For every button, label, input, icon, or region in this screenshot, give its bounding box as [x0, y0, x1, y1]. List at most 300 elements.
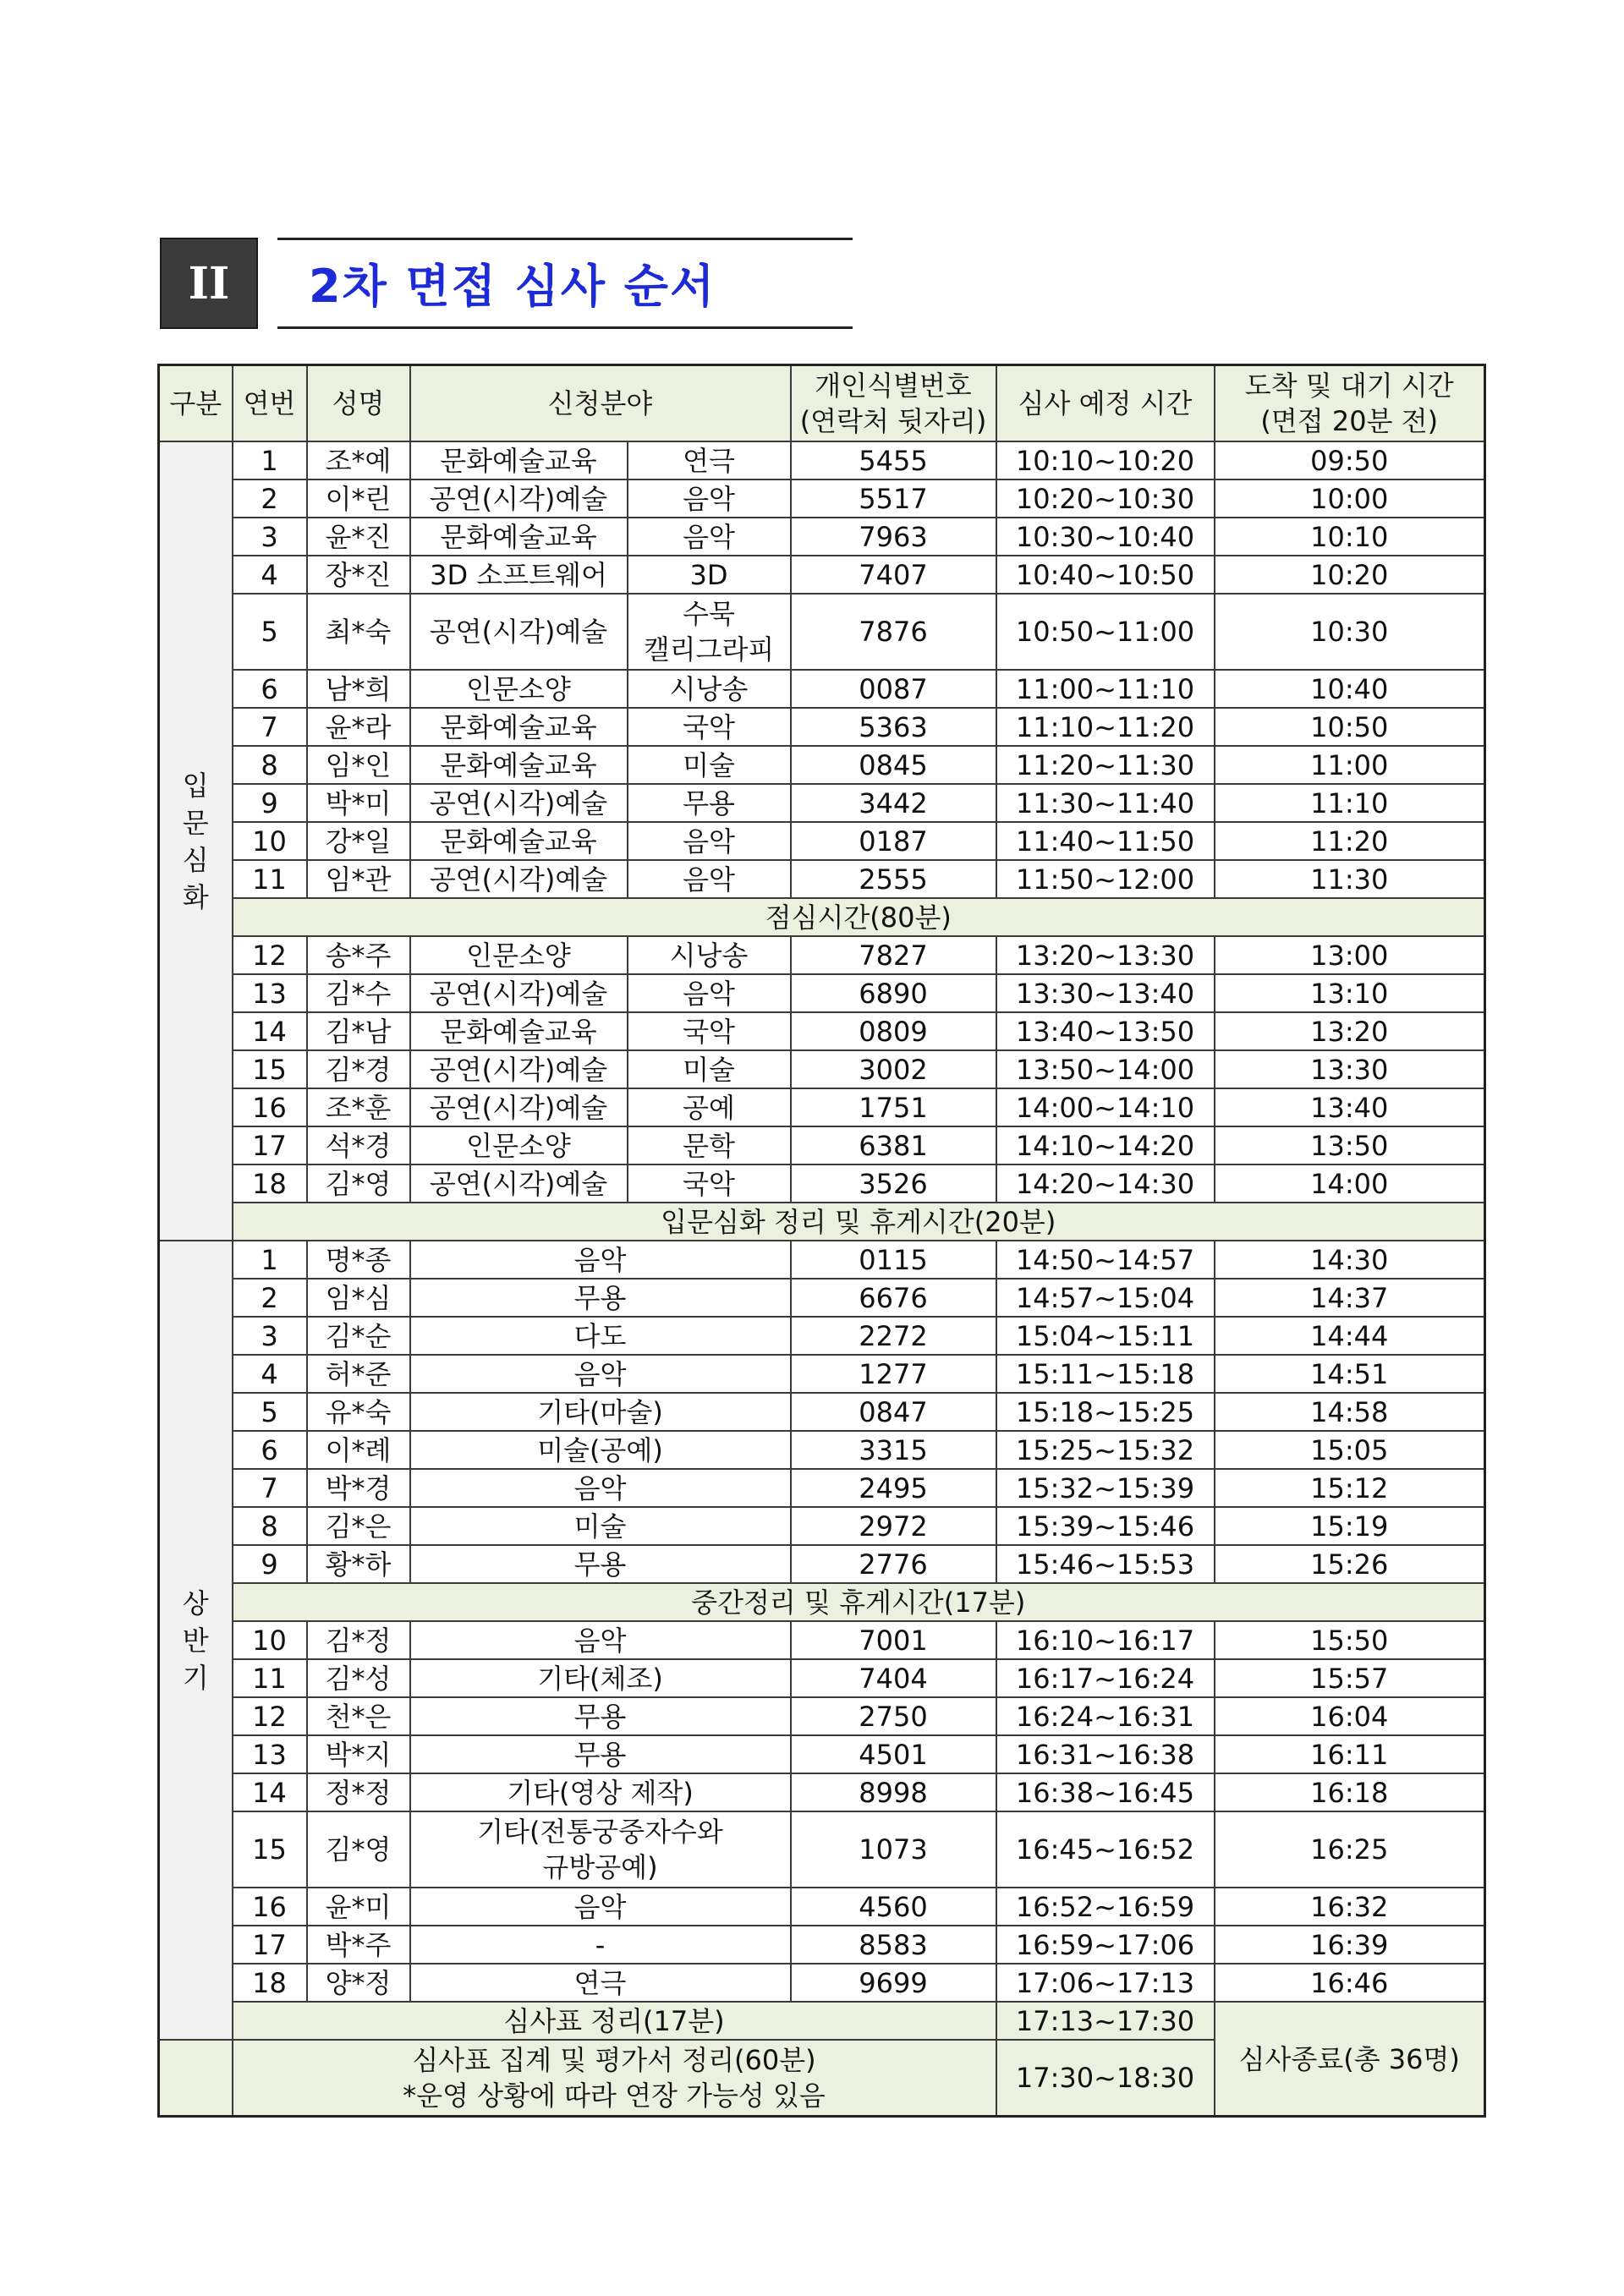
row-id: 3315	[791, 1431, 996, 1469]
table-row	[159, 1126, 1485, 1164]
row-field: 문화예술교육	[410, 822, 628, 860]
row-subfield: 미술	[628, 1050, 791, 1088]
row-field: 인문소양	[410, 1126, 628, 1164]
section-number-badge	[160, 238, 258, 329]
table-row	[159, 708, 1485, 746]
row-subfield: 음악	[628, 822, 791, 860]
row-id: 1751	[791, 1088, 996, 1126]
line: 화	[182, 880, 209, 913]
col-header-id-line2: (연락처 뒷자리)	[799, 405, 987, 437]
break-label: 중간정리 및 휴게시간(17분)	[233, 1583, 1485, 1621]
table-row	[159, 670, 1485, 708]
row-name: 임*심	[307, 1279, 410, 1317]
row-name: 윤*라	[307, 708, 410, 746]
row-id: 5455	[791, 441, 996, 479]
row-no: 8	[233, 746, 307, 784]
row-no: 13	[233, 974, 307, 1012]
row-no: 13	[233, 1735, 307, 1773]
row-name: 유*숙	[307, 1393, 410, 1431]
row-name: 김*수	[307, 974, 410, 1012]
title-top-rule	[277, 238, 853, 240]
tally-note: *운영 상황에 따라 연장 가능성 있음	[403, 2080, 826, 2112]
table-row	[159, 1735, 1485, 1773]
row-no: 2	[233, 479, 307, 518]
row-field: 무용	[410, 1697, 791, 1735]
row-id: 2972	[791, 1507, 996, 1545]
table-row	[159, 1811, 1485, 1888]
table-row	[159, 784, 1485, 822]
row-subfield: 음악	[628, 974, 791, 1012]
row-no: 15	[233, 1050, 307, 1088]
row-arrive: 13:40	[1215, 1088, 1485, 1126]
row-id: 2495	[791, 1469, 996, 1507]
table-row	[159, 1012, 1485, 1050]
col-header-field: 신청분야	[410, 365, 791, 442]
table-row	[159, 556, 1485, 594]
row-arrive: 13:50	[1215, 1126, 1485, 1164]
interview-schedule-table	[157, 364, 1486, 2118]
row-no: 17	[233, 1926, 307, 1964]
row-id: 2776	[791, 1545, 996, 1583]
row-time: 16:10~16:17	[996, 1621, 1215, 1659]
row-name: 조*훈	[307, 1088, 410, 1126]
section-title: 2차 면접 심사 순서	[309, 260, 716, 313]
row-no: 6	[233, 1431, 307, 1469]
table-row	[159, 936, 1485, 974]
row-arrive: 11:10	[1215, 784, 1485, 822]
row-time: 11:30~11:40	[996, 784, 1215, 822]
row-time: 15:32~15:39	[996, 1469, 1215, 1507]
row-subfield: 음악	[628, 518, 791, 556]
row-arrive: 11:00	[1215, 746, 1485, 784]
row-id: 2555	[791, 860, 996, 898]
row-arrive: 14:37	[1215, 1279, 1485, 1317]
col-header-no: 연번	[233, 365, 307, 442]
break-label: 입문심화 정리 및 휴게시간(20분)	[233, 1203, 1485, 1241]
row-field: 기타(영상 제작)	[410, 1773, 791, 1811]
row-arrive: 11:30	[1215, 860, 1485, 898]
row-id: 0847	[791, 1393, 996, 1431]
break-row-lunch	[159, 898, 1485, 936]
row-subfield: 연극	[628, 441, 791, 479]
col-header-arrive	[1215, 365, 1485, 442]
sheet-organize-label: 심사표 정리(17분)	[233, 2002, 996, 2040]
row-no: 14	[233, 1012, 307, 1050]
row-arrive: 15:57	[1215, 1659, 1485, 1697]
row-arrive: 14:51	[1215, 1355, 1485, 1393]
row-time: 10:20~10:30	[996, 479, 1215, 518]
row-no: 15	[233, 1811, 307, 1888]
table-row	[159, 1926, 1485, 1964]
row-arrive: 09:50	[1215, 441, 1485, 479]
row-id: 7407	[791, 556, 996, 594]
row-id: 0809	[791, 1012, 996, 1050]
row-arrive: 15:26	[1215, 1545, 1485, 1583]
sheet-organize-row	[159, 2002, 1485, 2040]
row-arrive: 14:58	[1215, 1393, 1485, 1431]
row-id: 8583	[791, 1926, 996, 1964]
row-id: 1277	[791, 1355, 996, 1393]
row-subfield: 시낭송	[628, 670, 791, 708]
row-name: 명*종	[307, 1241, 410, 1279]
row-subfield: 음악	[628, 479, 791, 518]
row-no: 4	[233, 556, 307, 594]
row-arrive: 16:46	[1215, 1964, 1485, 2002]
row-name: 윤*진	[307, 518, 410, 556]
row-time: 11:00~11:10	[996, 670, 1215, 708]
row-field: 문화예술교육	[410, 441, 628, 479]
row-subfield: 미술	[628, 746, 791, 784]
row-time: 14:57~15:04	[996, 1279, 1215, 1317]
line: 입	[182, 769, 209, 802]
row-no: 3	[233, 1317, 307, 1355]
row-field: 연극	[410, 1964, 791, 2002]
row-field: 음악	[410, 1621, 791, 1659]
break-label: 점심시간(80분)	[233, 898, 1485, 936]
row-field: 미술	[410, 1507, 791, 1545]
row-name: 김*성	[307, 1659, 410, 1697]
tally-label-line1: 심사표 집계 및 평가서 정리(60분)	[412, 2044, 816, 2076]
row-name: 이*린	[307, 479, 410, 518]
row-subfield: 공예	[628, 1088, 791, 1126]
table-row	[159, 1507, 1485, 1545]
row-name: 김*정	[307, 1621, 410, 1659]
row-subfield: 국악	[628, 1164, 791, 1203]
tally-label	[233, 2040, 996, 2117]
row-arrive: 14:44	[1215, 1317, 1485, 1355]
row-id: 7001	[791, 1621, 996, 1659]
row-no: 8	[233, 1507, 307, 1545]
row-id: 7876	[791, 594, 996, 670]
table-row	[159, 1355, 1485, 1393]
row-time: 15:04~15:11	[996, 1317, 1215, 1355]
row-time: 16:24~16:31	[996, 1697, 1215, 1735]
row-field: 기타(체조)	[410, 1659, 791, 1697]
table-row	[159, 1697, 1485, 1735]
col-header-arrive-line1: 도착 및 대기 시간	[1244, 370, 1454, 402]
row-arrive: 13:20	[1215, 1012, 1485, 1050]
row-id: 6676	[791, 1279, 996, 1317]
row-id: 1073	[791, 1811, 996, 1888]
row-subfield: 국악	[628, 708, 791, 746]
row-no: 4	[233, 1355, 307, 1393]
row-no: 3	[233, 518, 307, 556]
row-time: 14:10~14:20	[996, 1126, 1215, 1164]
row-name: 임*인	[307, 746, 410, 784]
table-row	[159, 518, 1485, 556]
row-arrive: 15:12	[1215, 1469, 1485, 1507]
row-name: 양*정	[307, 1964, 410, 2002]
row-arrive: 10:00	[1215, 479, 1485, 518]
row-time: 13:30~13:40	[996, 974, 1215, 1012]
row-name: 윤*미	[307, 1888, 410, 1926]
row-field	[410, 1811, 791, 1888]
row-name: 이*례	[307, 1431, 410, 1469]
row-arrive: 15:19	[1215, 1507, 1485, 1545]
row-id: 2272	[791, 1317, 996, 1355]
row-field: 무용	[410, 1279, 791, 1317]
row-field: 공연(시각)예술	[410, 974, 628, 1012]
row-field: 공연(시각)예술	[410, 479, 628, 518]
row-time: 14:00~14:10	[996, 1088, 1215, 1126]
row-arrive: 15:05	[1215, 1431, 1485, 1469]
row-field: 미술(공예)	[410, 1431, 791, 1469]
row-no: 1	[233, 441, 307, 479]
row-id: 6381	[791, 1126, 996, 1164]
line: 캘리그라피	[643, 633, 775, 666]
row-id: 0087	[791, 670, 996, 708]
row-no: 14	[233, 1773, 307, 1811]
row-name: 김*남	[307, 1012, 410, 1050]
row-time: 11:50~12:00	[996, 860, 1215, 898]
break-row-mid	[159, 1583, 1485, 1621]
row-time: 15:46~15:53	[996, 1545, 1215, 1583]
row-name: 허*준	[307, 1355, 410, 1393]
row-time: 16:17~16:24	[996, 1659, 1215, 1697]
table-row	[159, 441, 1485, 479]
row-id: 4560	[791, 1888, 996, 1926]
section-number: II	[188, 257, 230, 310]
review-end-label: 심사종료(총 36명)	[1215, 2002, 1485, 2117]
row-arrive: 10:30	[1215, 594, 1485, 670]
row-no: 5	[233, 1393, 307, 1431]
row-field: 무용	[410, 1735, 791, 1773]
table-row	[159, 1164, 1485, 1203]
row-name: 조*예	[307, 441, 410, 479]
table-row	[159, 1241, 1485, 1279]
row-id: 3002	[791, 1050, 996, 1088]
row-time: 13:20~13:30	[996, 936, 1215, 974]
row-no: 18	[233, 1164, 307, 1203]
row-name: 박*주	[307, 1926, 410, 1964]
table-row	[159, 1773, 1485, 1811]
col-header-id-line1: 개인식별번호	[815, 370, 972, 402]
row-no: 11	[233, 860, 307, 898]
row-name: 최*숙	[307, 594, 410, 670]
row-id: 0845	[791, 746, 996, 784]
row-name: 송*주	[307, 936, 410, 974]
row-name: 박*경	[307, 1469, 410, 1507]
line: 상	[182, 1586, 209, 1619]
table-row	[159, 1088, 1485, 1126]
row-arrive: 13:00	[1215, 936, 1485, 974]
table-row	[159, 822, 1485, 860]
table-row	[159, 1621, 1485, 1659]
row-arrive: 16:39	[1215, 1926, 1485, 1964]
line: 기	[182, 1661, 209, 1694]
row-no: 9	[233, 784, 307, 822]
row-no: 2	[233, 1279, 307, 1317]
row-name: 김*영	[307, 1164, 410, 1203]
row-time: 14:50~14:57	[996, 1241, 1215, 1279]
row-id: 9699	[791, 1964, 996, 2002]
row-no: 17	[233, 1126, 307, 1164]
row-name: 김*은	[307, 1507, 410, 1545]
row-time: 15:11~15:18	[996, 1355, 1215, 1393]
row-arrive: 16:11	[1215, 1735, 1485, 1773]
row-subfield: 무용	[628, 784, 791, 822]
row-subfield: 시낭송	[628, 936, 791, 974]
row-name: 김*경	[307, 1050, 410, 1088]
row-time: 15:39~15:46	[996, 1507, 1215, 1545]
row-name: 김*순	[307, 1317, 410, 1355]
group-label-first-half	[159, 1241, 233, 2040]
row-field: 공연(시각)예술	[410, 860, 628, 898]
break-row-g1-end	[159, 1203, 1485, 1241]
row-id: 4501	[791, 1735, 996, 1773]
row-field: 공연(시각)예술	[410, 1088, 628, 1126]
row-time: 11:20~11:30	[996, 746, 1215, 784]
row-field: 문화예술교육	[410, 1012, 628, 1050]
row-name: 강*일	[307, 822, 410, 860]
row-subfield: 문학	[628, 1126, 791, 1164]
row-name: 남*희	[307, 670, 410, 708]
line: 규방공예)	[542, 1851, 658, 1883]
col-header-time: 심사 예정 시간	[996, 365, 1215, 442]
group-label-intro-advanced	[159, 441, 233, 1241]
row-subfield	[628, 594, 791, 670]
row-id: 5363	[791, 708, 996, 746]
row-field: 음악	[410, 1888, 791, 1926]
row-time: 14:20~14:30	[996, 1164, 1215, 1203]
row-arrive: 15:50	[1215, 1621, 1485, 1659]
row-id: 2750	[791, 1697, 996, 1735]
sheet-organize-time: 17:13~17:30	[996, 2002, 1215, 2040]
row-field: 다도	[410, 1317, 791, 1355]
table-row	[159, 1279, 1485, 1317]
row-no: 12	[233, 936, 307, 974]
row-arrive: 10:20	[1215, 556, 1485, 594]
row-arrive: 16:04	[1215, 1697, 1485, 1735]
row-arrive: 10:40	[1215, 670, 1485, 708]
row-field: -	[410, 1926, 791, 1964]
row-time: 16:38~16:45	[996, 1773, 1215, 1811]
row-no: 7	[233, 708, 307, 746]
row-time: 16:59~17:06	[996, 1926, 1215, 1964]
row-arrive: 10:50	[1215, 708, 1485, 746]
row-field: 기타(마술)	[410, 1393, 791, 1431]
line: 문	[182, 806, 209, 839]
row-field: 문화예술교육	[410, 746, 628, 784]
row-no: 6	[233, 670, 307, 708]
table-header-row	[159, 365, 1485, 442]
line: 반	[182, 1624, 209, 1657]
line: 수묵	[683, 598, 735, 630]
row-field: 문화예술교육	[410, 518, 628, 556]
row-arrive: 16:25	[1215, 1811, 1485, 1888]
row-field: 무용	[410, 1545, 791, 1583]
row-field: 음악	[410, 1469, 791, 1507]
row-arrive: 14:30	[1215, 1241, 1485, 1279]
row-arrive: 16:18	[1215, 1773, 1485, 1811]
table-row	[159, 594, 1485, 670]
row-name: 임*관	[307, 860, 410, 898]
row-field: 3D 소프트웨어	[410, 556, 628, 594]
table-row	[159, 860, 1485, 898]
row-id: 0115	[791, 1241, 996, 1279]
row-subfield: 국악	[628, 1012, 791, 1050]
row-time: 16:45~16:52	[996, 1811, 1215, 1888]
row-id: 7404	[791, 1659, 996, 1697]
row-field: 공연(시각)예술	[410, 784, 628, 822]
title-bottom-rule	[277, 326, 853, 329]
row-field: 인문소양	[410, 670, 628, 708]
row-id: 3526	[791, 1164, 996, 1203]
row-arrive: 13:30	[1215, 1050, 1485, 1088]
row-arrive: 13:10	[1215, 974, 1485, 1012]
tally-group-blank	[159, 2040, 233, 2117]
row-id: 8998	[791, 1773, 996, 1811]
row-name: 석*경	[307, 1126, 410, 1164]
row-time: 13:40~13:50	[996, 1012, 1215, 1050]
row-no: 18	[233, 1964, 307, 2002]
row-time: 10:50~11:00	[996, 594, 1215, 670]
row-field: 공연(시각)예술	[410, 1050, 628, 1088]
table-row	[159, 974, 1485, 1012]
table-row	[159, 1469, 1485, 1507]
row-no: 1	[233, 1241, 307, 1279]
row-name: 장*진	[307, 556, 410, 594]
row-no: 10	[233, 822, 307, 860]
row-no: 9	[233, 1545, 307, 1583]
row-time: 10:30~10:40	[996, 518, 1215, 556]
row-field: 음악	[410, 1241, 791, 1279]
row-time: 16:31~16:38	[996, 1735, 1215, 1773]
row-id: 7827	[791, 936, 996, 974]
row-name: 황*하	[307, 1545, 410, 1583]
row-field: 공연(시각)예술	[410, 1164, 628, 1203]
row-field: 인문소양	[410, 936, 628, 974]
row-name: 김*영	[307, 1811, 410, 1888]
col-header-name: 성명	[307, 365, 410, 442]
row-field: 공연(시각)예술	[410, 594, 628, 670]
table-row	[159, 1431, 1485, 1469]
table-row	[159, 1050, 1485, 1088]
row-name: 박*미	[307, 784, 410, 822]
row-time: 17:06~17:13	[996, 1964, 1215, 2002]
col-header-group: 구분	[159, 365, 233, 442]
tally-time: 17:30~18:30	[996, 2040, 1215, 2117]
table-row	[159, 1888, 1485, 1926]
table-row	[159, 746, 1485, 784]
col-header-arrive-line2: (면접 20분 전)	[1260, 405, 1439, 437]
row-no: 10	[233, 1621, 307, 1659]
row-no: 5	[233, 594, 307, 670]
row-field: 문화예술교육	[410, 708, 628, 746]
row-name: 박*지	[307, 1735, 410, 1773]
row-subfield: 3D	[628, 556, 791, 594]
row-time: 15:18~15:25	[996, 1393, 1215, 1431]
row-arrive: 16:32	[1215, 1888, 1485, 1926]
row-subfield: 음악	[628, 860, 791, 898]
row-id: 6890	[791, 974, 996, 1012]
col-header-id	[791, 365, 996, 442]
row-no: 12	[233, 1697, 307, 1735]
row-name: 천*은	[307, 1697, 410, 1735]
row-time: 10:40~10:50	[996, 556, 1215, 594]
row-no: 11	[233, 1659, 307, 1697]
table-row	[159, 479, 1485, 518]
row-id: 5517	[791, 479, 996, 518]
table-row	[159, 1393, 1485, 1431]
row-time: 15:25~15:32	[996, 1431, 1215, 1469]
row-field: 음악	[410, 1355, 791, 1393]
row-name: 정*정	[307, 1773, 410, 1811]
row-no: 16	[233, 1888, 307, 1926]
table-row	[159, 1964, 1485, 2002]
row-id: 0187	[791, 822, 996, 860]
row-time: 13:50~14:00	[996, 1050, 1215, 1088]
